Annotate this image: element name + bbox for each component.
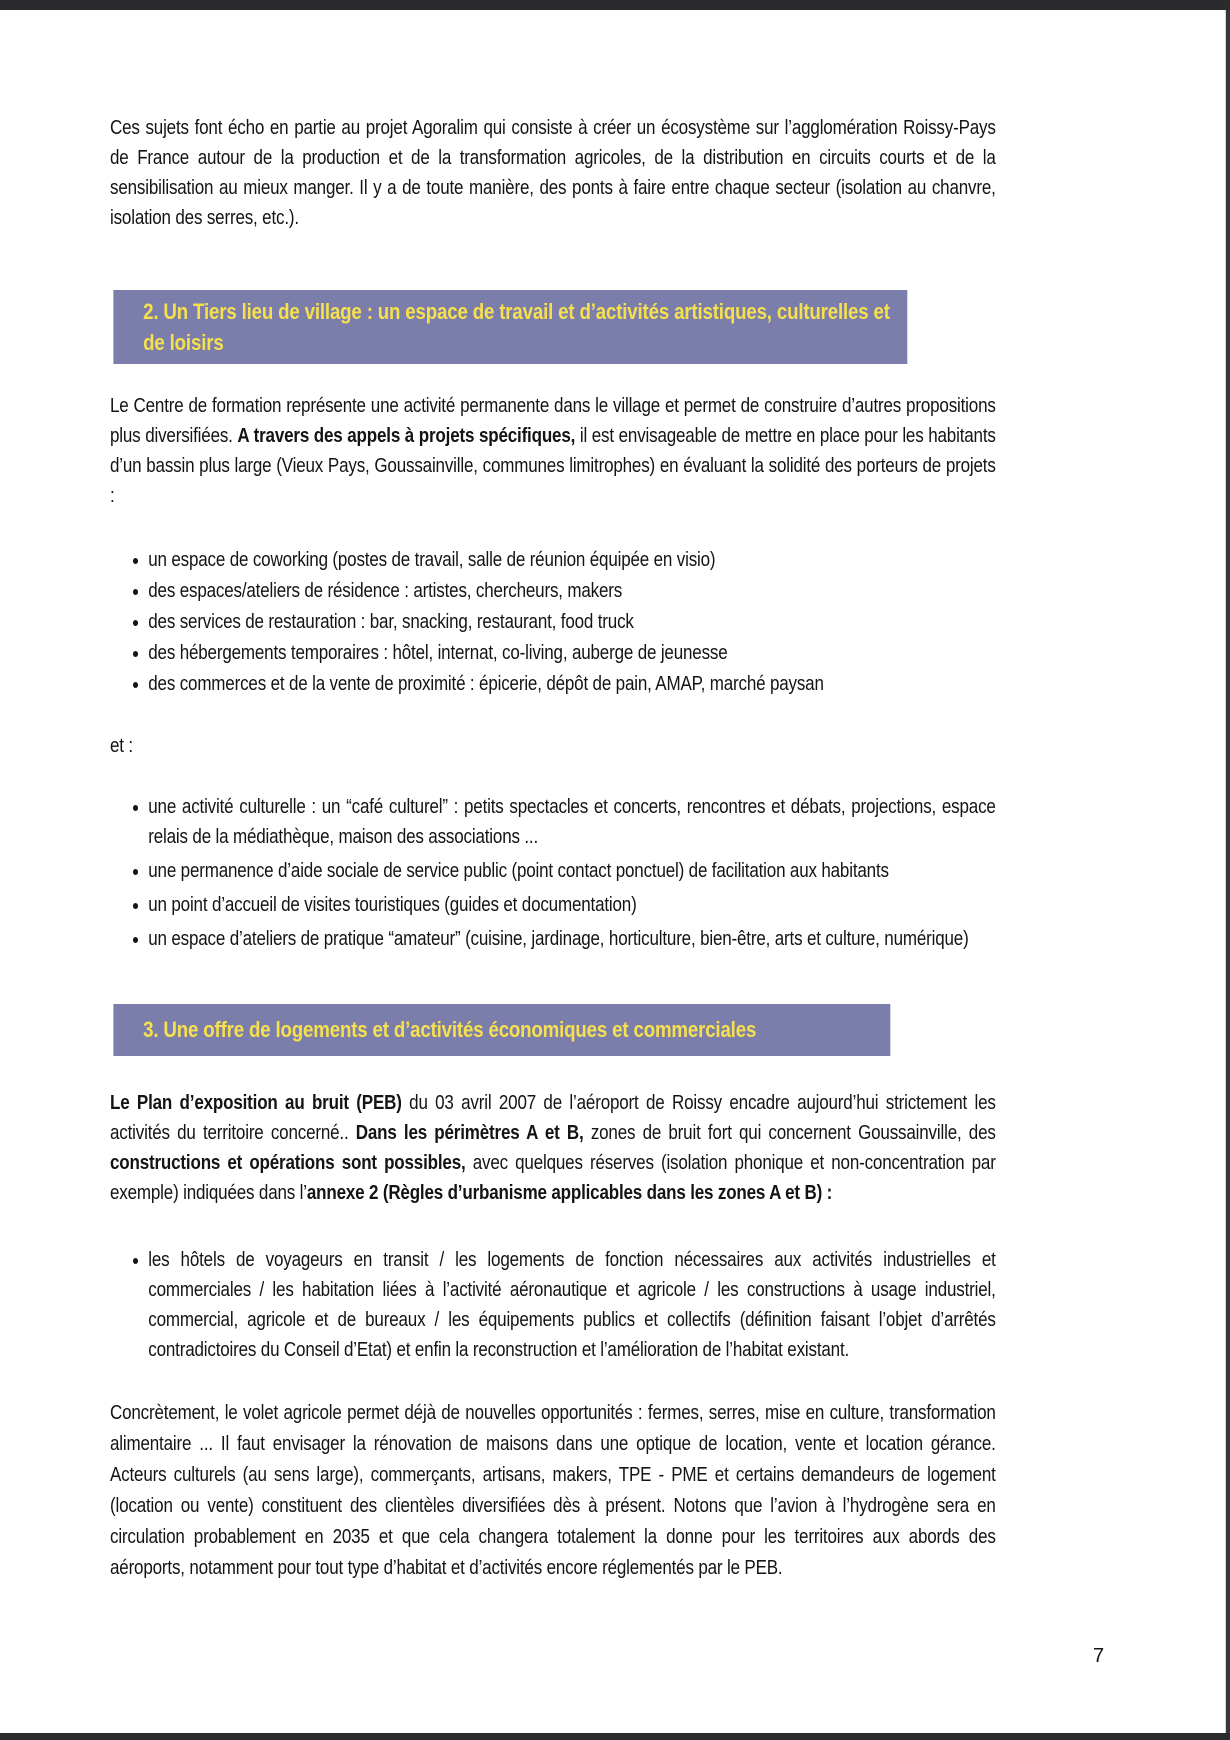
section-2-paragraph-text-2: il est envisageable de mettre en place pour les habitants d’un bassin plus large (Vieux Pays, Goussainville, communes limitrophes) en évaluant la solidité des porteurs de projets : bbox=[110, 425, 996, 507]
page-content bbox=[110, 113, 996, 1584]
list-item: • des espaces/ateliers de résidence : artistes, chercheurs, makers bbox=[148, 576, 995, 606]
screenshot-frame-top bbox=[0, 0, 1230, 10]
list-item: • des services de restauration : bar, snacking, restaurant, food truck bbox=[148, 607, 995, 637]
section-3-list bbox=[110, 1245, 996, 1365]
connector-text: et : bbox=[110, 735, 133, 757]
intro-paragraph: Ces sujets font écho en partie au projet Agoralim qui consiste à créer un écosystème sur l’agglomération Roissy-Pays de France autour de la production et de la transformation agricoles, de la distribution en circuits courts et de la sensibilisation au mieux manger. Il y a de toute manière, des ponts à faire entre chaque secteur (isolation au chanvre, isolation des serres, etc.). bbox=[110, 117, 996, 229]
list-item: • un espace de coworking (postes de travail, salle de réunion équipée en visio) bbox=[148, 545, 995, 575]
peb-bold-4: annexe 2 (Règles d’urbanisme applicables dans les zones A et B) : bbox=[306, 1182, 833, 1204]
section-2-list-services bbox=[110, 545, 996, 699]
peb-bold-2: Dans les périmètres A et B, bbox=[355, 1122, 584, 1144]
section-2-paragraph-bold: A travers des appels à projets spécifiques, bbox=[237, 425, 576, 447]
peb-text-1: du 03 avril 2007 de l’aéroport de Roissy encadre aujourd’hui strictement les activités du territoire concerné.. bbox=[110, 1092, 996, 1144]
list-item: • les hôtels de voyageurs en transit / les logements de fonction nécessaires aux activités industrielles et commerciales / les habitation liées à l’activité aéronautique et agricole / les constructions à usage industriel, commercial, agricole et de bureaux / les équipements publics et collectifs (définition faisant l’objet d’arrêtés contradictoires du Conseil d’Etat) et enfin la reconstruction et l’amélioration de l’habitat existant. bbox=[148, 1245, 995, 1365]
section-3-heading: 3. Une offre de logements et d’activités économiques et commerciales bbox=[113, 1004, 890, 1056]
section-3-peb-paragraph bbox=[110, 1088, 996, 1208]
peb-text-2: zones de bruit fort qui concernent Goussainville, des bbox=[583, 1122, 996, 1144]
peb-text-3: avec quelques réserves (isolation phonique et non-concentration par exemple) indiquées dans l’ bbox=[110, 1152, 996, 1204]
section-2-paragraph bbox=[110, 391, 996, 511]
section-2-heading: 2. Un Tiers lieu de village : un espace de travail et d’activités artistiques, culturelles et de loisirs bbox=[113, 290, 907, 364]
list-item: • une activité culturelle : un “café culturel” : petits spectacles et concerts, rencontres et débats, projections, espace relais de la médiathèque, maison des associations ... bbox=[148, 792, 995, 852]
peb-bold-1: Le Plan d’exposition au bruit (PEB) bbox=[110, 1092, 402, 1114]
section-2-paragraph-text: Le Centre de formation représente une activité permanente dans le village et permet de construire d’autres propositions plus diversifiées. bbox=[110, 395, 996, 447]
page-number: 7 bbox=[1093, 1645, 1105, 1667]
screenshot-frame-right bbox=[1225, 10, 1230, 1733]
list-item: • des commerces et de la vente de proximité : épicerie, dépôt de pain, AMAP, marché paysan bbox=[148, 669, 995, 699]
list-item: • des hébergements temporaires : hôtel, internat, co-living, auberge de jeunesse bbox=[148, 638, 995, 668]
list-item: • une permanence d’aide sociale de service public (point contact ponctuel) de facilitation aux habitants bbox=[148, 856, 995, 886]
peb-bold-3: constructions et opérations sont possibles, bbox=[110, 1152, 466, 1174]
section-2-list-culture bbox=[110, 792, 996, 954]
list-item: • un point d’accueil de visites touristiques (guides et documentation) bbox=[148, 890, 995, 920]
screenshot-frame-bottom bbox=[0, 1733, 1230, 1740]
list-item: • un espace d’ateliers de pratique “amateur” (cuisine, jardinage, horticulture, bien-être, arts et culture, numérique) bbox=[148, 924, 995, 954]
section-3-closing-paragraph: Concrètement, le volet agricole permet déjà de nouvelles opportunités : fermes, serres, mise en culture, transformation alimentaire ... Il faut envisager la rénovation de maisons dans une optique de location, vente et location gérance. Acteurs culturels (au sens large), commerçants, artisans, makers, TPE - PME et certains demandeurs de logement (location ou vente) constituent des clientèles diversifiées dès à présent. Notons que l’avion à l’hydrogène sera en circulation probablement en 2035 et que cela changera totalement la donne pour les territoires aux abords des aéroports, notamment pour tout type d’habitat et d’activités encore réglementés par le PEB. bbox=[110, 1402, 996, 1579]
